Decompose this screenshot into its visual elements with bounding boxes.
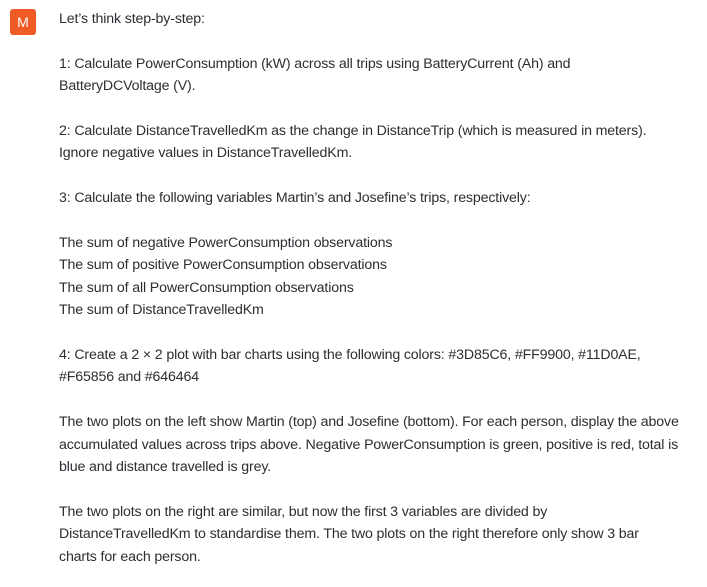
variable-item: The sum of positive PowerConsumption observations xyxy=(59,257,387,274)
message-text xyxy=(59,8,679,568)
variable-item: The sum of all PowerConsumption observations xyxy=(59,279,354,296)
left-plots-text: The two plots on the left show Martin (top) and Josefine (bottom). For each person, display the above accumulated values across trips above. Negative PowerConsumption is green, positive is red, total is blue and distance travelled is grey. xyxy=(59,414,679,476)
variable-item: The sum of negative PowerConsumption observations xyxy=(59,235,393,251)
step-4-text: 4: Create a 2 × 2 plot with bar charts using the following colors: #3D85C6, #FF9900, #11D0AE, #F65856 and #646464 xyxy=(59,347,641,386)
step-3-text: 3: Calculate the following variables Martin’s and Josefine’s trips, respectively: xyxy=(59,190,531,207)
intro-text: Let’s think step-by-step: xyxy=(59,11,205,27)
step-1-text: 1: Calculate PowerConsumption (kW) across all trips using BatteryCurrent (Ah) and BatteryDCVoltage (V). xyxy=(59,55,571,95)
user-avatar: M xyxy=(10,9,36,35)
right-plots-text: The two plots on the right are similar, but now the first 3 variables are divided by DistanceTravelledKm to standardise them. The two plots on the right therefore only show 3 bar charts for each person. xyxy=(59,503,639,565)
variable-item: The sum of DistanceTravelledKm xyxy=(59,302,264,319)
step-2-text: 2: Calculate DistanceTravelledKm as the change in DistanceTrip (which is measured in meters). Ignore negative values in DistanceTravelledKm. xyxy=(59,123,647,162)
variables-list xyxy=(59,232,679,322)
